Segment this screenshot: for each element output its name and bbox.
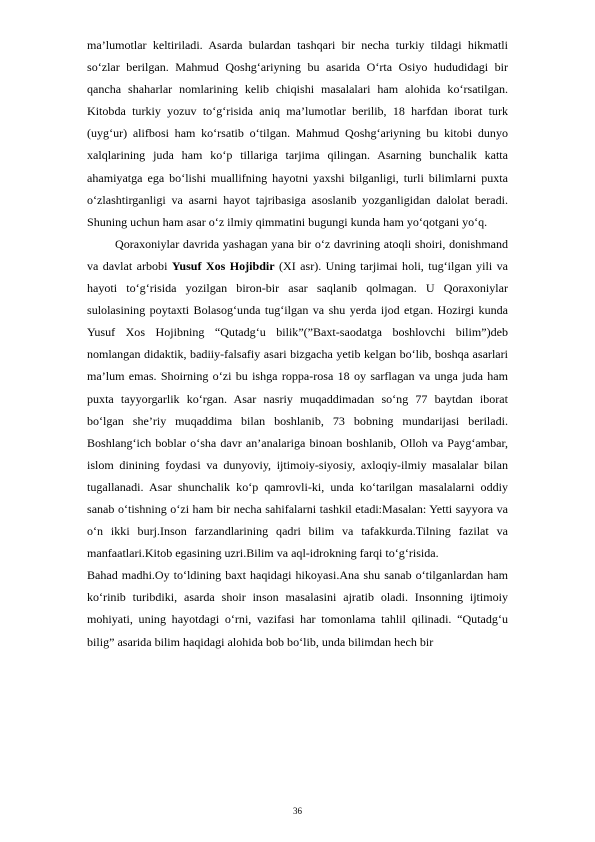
paragraph-text: ma’lumotlar keltiriladi. Asarda bulardan tashqari bir necha turkiy tildagi hikmatli so‘zlar berilgan. Mahmud Qoshg‘ariyning bu asarida O‘rta Osiyo hududidagi bir qancha shaharlar nomlarining kelib chiqishi masalalari ham alohida ko‘rsatilgan. Kitobda turkiy yozuv to‘g‘risida aniq ma’lumotlar berilib, 18 harfdan iborat turk (uyg‘ur) alifbosi ham ko‘rsatib o‘tilgan. Mahmud Qoshg‘ariyning bu kitobi dunyo xalqlarining juda ham ko‘p tillariga tarjima qilingan. Asarning bunchalik katta ahamiyatga ega bo‘lishi muallifning hayotni yaxshi bilganligi, turli bilimlarni puxta o‘zlashtirganligi va asarni hayot tajribasiga asoslanib yozganligidan dalolat beradi. Shuning uchun ham asar o‘z ilmiy qimmatini bugungi kunda ham yo‘qotgani yo‘q. bbox=[87, 38, 508, 229]
author-name: Yusuf Xos Hojibdir bbox=[171, 258, 275, 273]
paragraph bbox=[87, 233, 508, 564]
paragraph-text: Bahad madhi.Oy to‘ldining baxt haqidagi hikoyasi.Ana shu sanab o‘tilganlardan ham ko‘rinib turibdiki, asarda shoir inson masalasini ajratib oladi. Insonning ijtimoiy mohiyati, uning hayotdagi o‘rni, vazifasi har tomonlama tahlil qilinadi. “Qutadg‘u bilig” asarida bilim haqidagi alohida bob bo‘lib, unda bilimdan hech bir bbox=[87, 568, 508, 649]
paragraph bbox=[87, 34, 508, 233]
paragraph bbox=[87, 564, 508, 652]
page-number: 36 bbox=[293, 806, 302, 816]
paragraph-text: Qoraxoniylar davrida yashagan yana bir o‘z davrining atoqli shoiri, donishmand va davlat arbobi bbox=[87, 236, 508, 273]
body-text bbox=[87, 34, 508, 653]
paragraph-text: (XI asr). Uning tarjimai holi, tug‘ilgan yili va hayoti to‘g‘risida yozilgan biron-bir asar saqlanib qolmagan. U Qoraxoniylar sulolasining poytaxti Bolasog‘unda tug‘ilgan va shu yerda ijod etgan. Hozirgi kunda Yusuf Xos Hojibning “Qutadg‘u bilik”(”Baxt-saodatga boshlovchi bilim”)deb nomlangan didaktik, badiiy-falsafiy asari bizgacha yetib kelgan bo‘lib, boshqa asarlari ma’lum emas. Shoirning o‘zi bu ishga roppa-rosa 18 oy sarflagan va unga juda ham puxta tayyorgarlik ko‘rgan. Asar nasriy muqaddimadan so‘ng 77 baytdan iborat bo‘lgan she’riy muqaddima bilan boshlanib, 73 bobning mundarijasi beriladi. Boshlang‘ich boblar o‘sha davr an’analariga binoan boshlanib, Olloh va Payg‘ambar, islom dinining foydasi va dunyoviy, ijtimoiy-siyosiy, axloqiy-ilmiy masalalar bilan tugallanadi. Asar shunchalik ko‘p qamrovli-ki, unda ko‘tarilgan masalalarni oddiy sanab o‘tishning o‘zi ham bir necha sahifalarni tashkil etadi:Masalan: Yetti sayyora va o‘n ikki burj.Inson farzandlarining qadri bilim va tafakkurda.Tilning fazilat va manfaatlari.Kitob egasining uzri.Bilim va aql-idrokning farqi to‘g‘risida. bbox=[87, 258, 508, 561]
